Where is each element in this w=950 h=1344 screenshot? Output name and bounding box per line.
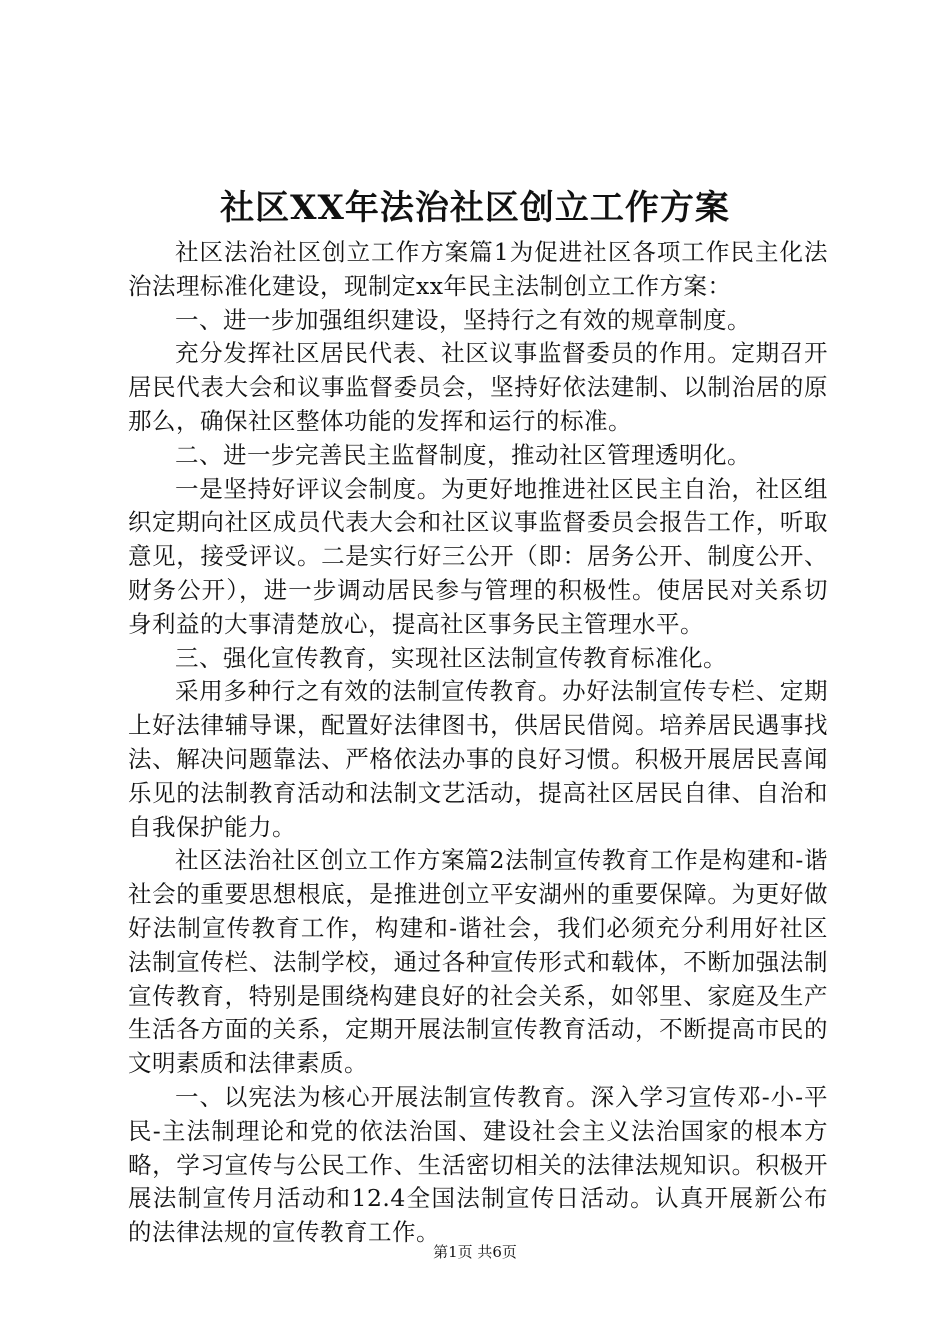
paragraph: 一、以宪法为核心开展法制宣传教育。深入学习宣传邓-小-平民-主法制理论和党的依法治国、建设社会主义法治国家的根本方略，学习宣传与公民工作、生活密切相关的法律法规知识。积极开展法制宣传月活动和12.4全国法制宣传日活动。认真开展新公布的法律法规的宣传教育工作。: [128, 1082, 828, 1247]
page-number-footer: 第1页 共6页: [433, 1243, 517, 1261]
paragraph: 一、进一步加强组织建设，坚持行之有效的规章制度。: [175, 305, 751, 334]
paragraph: 社区法治社区创立工作方案篇1为促进社区各项工作民主化法治法理标准化建设，现制定xx年民主法制创立工作方案：: [128, 238, 828, 300]
page-title: 社区XX年法治社区创立工作方案: [220, 188, 730, 228]
paragraph: 一是坚持好评议会制度。为更好地推进社区民主自治，社区组织定期向社区成员代表大会和社区议事监督委员会报告工作，听取意见，接受评议。二是实行好三公开（即：居务公开、制度公开、财务公开），进一步调动居民参与管理的积极性。使居民对关系切身利益的大事清楚放心，提高社区事务民主管理水平。: [128, 474, 828, 638]
paragraph: 三、强化宣传教育，实现社区法制宣传教育标准化。: [175, 643, 727, 672]
paragraph: 采用多种行之有效的法制宣传教育。办好法制宣传专栏、定期上好法律辅导课，配置好法律图书，供居民借阅。培养居民遇事找法、解决问题靠法、严格依法办事的良好习惯。积极开展居民喜闻乐见的法制教育活动和法制文艺活动，提高社区居民自律、自治和自我保护能力。: [128, 677, 828, 841]
paragraph: 充分发挥社区居民代表、社区议事监督委员的作用。定期召开居民代表大会和议事监督委员会，坚持好依法建制、以制治居的原那么，确保社区整体功能的发挥和运行的标准。: [128, 339, 828, 435]
paragraph: 二、进一步完善民主监督制度，推动社区管理透明化。: [175, 440, 751, 469]
document-body: [128, 236, 828, 1250]
paragraph: 社区法治社区创立工作方案篇2法制宣传教育工作是构建和-谐社会的重要思想根底，是推进创立平安湖州的重要保障。为更好做好法制宣传教育工作，构建和-谐社会，我们必须充分利用好社区法制宣传栏、法制学校，通过各种宣传形式和载体，不断加强法制宣传教育，特别是围绕构建良好的社会关系，如邻里、家庭及生产生活各方面的关系，定期开展法制宣传教育活动，不断提高市民的文明素质和法律素质。: [128, 846, 828, 1078]
